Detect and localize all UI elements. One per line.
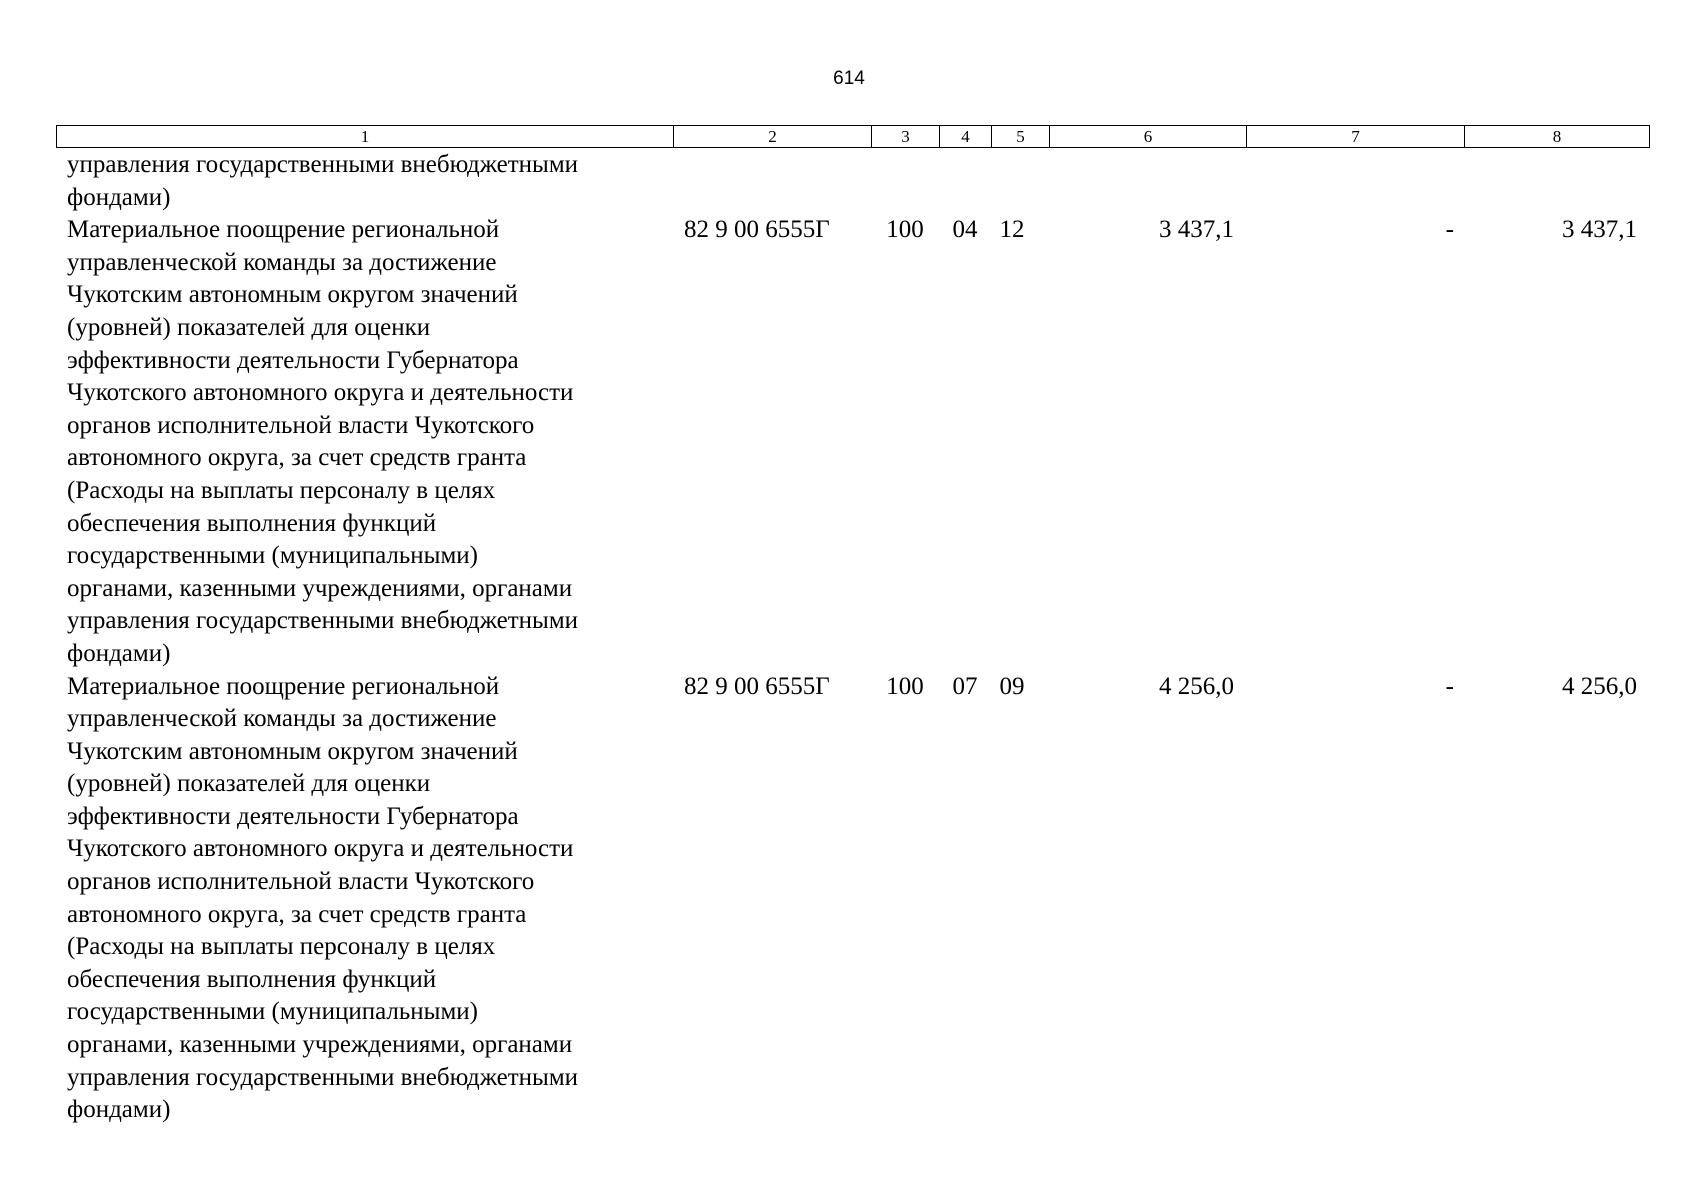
column-6-cell: 4 256,0 xyxy=(1159,672,1234,700)
description-line: управления государственными внебюджетными xyxy=(67,1063,579,1091)
description-line: управления государственными внебюджетными xyxy=(67,151,579,178)
description-line: Материальное поощрение региональной xyxy=(67,216,500,244)
header-cell-1: 1 xyxy=(57,126,674,148)
column-7-cell: - xyxy=(1445,216,1454,244)
column-3-cell: 100 xyxy=(886,672,924,700)
header-cell-7: 7 xyxy=(1247,126,1465,148)
header-cell-8: 8 xyxy=(1465,126,1650,148)
description-line: управленческой команды за достижение xyxy=(67,248,497,276)
description-line: органов исполнительной власти Чукотского xyxy=(67,868,535,896)
column-7-cell: - xyxy=(1445,672,1454,700)
column-4-cell: 07 xyxy=(952,672,978,700)
description-line: (Расходы на выплаты персоналу в целях xyxy=(67,476,496,504)
description-line: фондами) xyxy=(67,183,171,211)
description-line: эффективности деятельности Губернатора xyxy=(67,802,519,830)
header-cell-3: 3 xyxy=(872,126,940,148)
column-8-cell: 4 256,0 xyxy=(1562,672,1637,700)
description-line: органами, казенными учреждениями, органами xyxy=(67,1031,573,1059)
header-cell-6: 6 xyxy=(1050,126,1247,148)
description-line: Чукотского автономного округа и деятельности xyxy=(67,379,574,407)
description-line: государственными (муниципальными) xyxy=(67,998,478,1026)
column-number-header xyxy=(56,125,1650,148)
column-3-cell: 100 xyxy=(886,216,924,244)
description-line: фондами) xyxy=(67,639,171,667)
header-cell-2: 2 xyxy=(674,126,872,148)
code-cell: 82 9 00 6555Г xyxy=(684,672,830,700)
code-cell: 82 9 00 6555Г xyxy=(684,216,830,244)
header-cell-5: 5 xyxy=(992,126,1050,148)
description-line: государственными (муниципальными) xyxy=(67,542,478,570)
description-line: (уровней) показателей для оценки xyxy=(67,770,431,798)
description-line: управленческой команды за достижение xyxy=(67,705,497,733)
description-line: обеспечения выполнения функций xyxy=(67,509,437,537)
column-5-cell: 09 xyxy=(999,672,1025,700)
table-body xyxy=(56,149,1649,1127)
description-line: (уровней) показателей для оценки xyxy=(67,313,431,341)
table-row xyxy=(56,149,1649,214)
description-line: Материальное поощрение региональной xyxy=(67,672,500,700)
description-line: органами, казенными учреждениями, органами xyxy=(67,574,573,602)
description-cell xyxy=(56,149,673,214)
page-number: 614 xyxy=(833,68,865,89)
column-8-cell: 3 437,1 xyxy=(1562,216,1637,244)
description-line: автономного округа, за счет средств гранта xyxy=(67,444,527,472)
header-row xyxy=(57,126,1650,148)
table-row xyxy=(56,671,1649,1127)
description-line: Чукотским автономным округом значений xyxy=(67,737,518,765)
description-line: фондами) xyxy=(67,1096,171,1124)
column-5-cell: 12 xyxy=(999,216,1025,244)
table-row xyxy=(56,214,1649,670)
description-line: эффективности деятельности Губернатора xyxy=(67,346,519,374)
column-6-cell: 3 437,1 xyxy=(1159,216,1234,244)
description-cell xyxy=(56,671,673,1127)
description-line: автономного округа, за счет средств гранта xyxy=(67,900,527,928)
column-4-cell: 04 xyxy=(952,216,978,244)
header-cell-4: 4 xyxy=(940,126,992,148)
description-line: управления государственными внебюджетными xyxy=(67,607,579,635)
description-line: органов исполнительной власти Чукотского xyxy=(67,411,535,439)
description-line: обеспечения выполнения функций xyxy=(67,965,437,993)
description-cell xyxy=(56,214,673,670)
description-line: Чукотским автономным округом значений xyxy=(67,281,518,309)
description-line: Чукотского автономного округа и деятельности xyxy=(67,835,574,863)
description-line: (Расходы на выплаты персоналу в целях xyxy=(67,933,496,961)
